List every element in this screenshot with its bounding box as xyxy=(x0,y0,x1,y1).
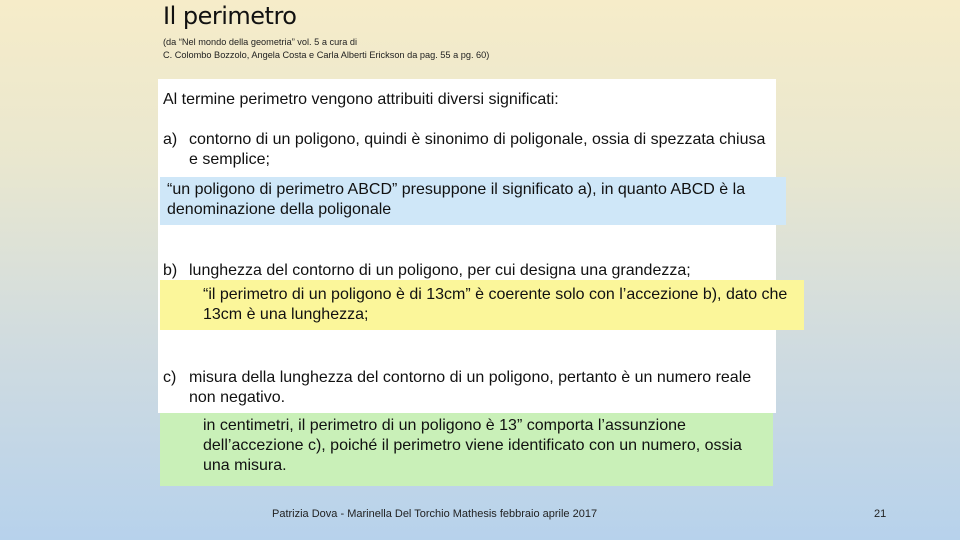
slide-title: Il perimetro xyxy=(163,2,297,30)
list-item-text: contorno di un poligono, quindi è sinonimo di poligonale, ossia di spezzata chiusa e semplice; xyxy=(189,131,766,168)
list-item-b xyxy=(163,261,773,281)
list-item-text: lunghezza del contorno di un poligono, per cui designa una grandezza; xyxy=(189,262,691,279)
intro-text: Al termine perimetro vengono attribuiti diversi significati: xyxy=(163,91,559,108)
list-item-label: c) xyxy=(163,369,177,386)
example-box-a: “un poligono di perimetro ABCD” presuppone il significato a), in quanto ABCD è la denominazione della poligonale xyxy=(160,177,786,225)
example-box-b: “il perimetro di un poligono è di 13cm” è coerente solo con l’accezione b), dato che 13cm è una lunghezza; xyxy=(160,280,804,330)
list-item-a xyxy=(163,130,773,170)
subtitle-line-1: (da “Nel mondo della geometria” vol. 5 a cura di xyxy=(163,37,358,47)
list-item-c xyxy=(163,368,773,408)
slide-subtitle xyxy=(163,36,803,62)
list-item-label: b) xyxy=(163,262,178,279)
list-item-text: misura della lunghezza del contorno di un poligono, pertanto è un numero reale non negativo. xyxy=(189,369,752,406)
page-number: 21 xyxy=(874,508,887,520)
example-box-c: in centimetri, il perimetro di un poligono è 13” comporta l’assunzione dell’accezione c), poiché il perimetro viene identificato con un numero, ossia una misura. xyxy=(160,413,773,486)
subtitle-line-2: C. Colombo Bozzolo, Angela Costa e Carla Alberti Erickson da pag. 55 a pg. 60) xyxy=(163,50,490,60)
list-item-label: a) xyxy=(163,131,178,148)
slide-footer: Patrizia Dova - Marinella Del Torchio Mathesis febbraio aprile 2017 xyxy=(272,508,598,520)
